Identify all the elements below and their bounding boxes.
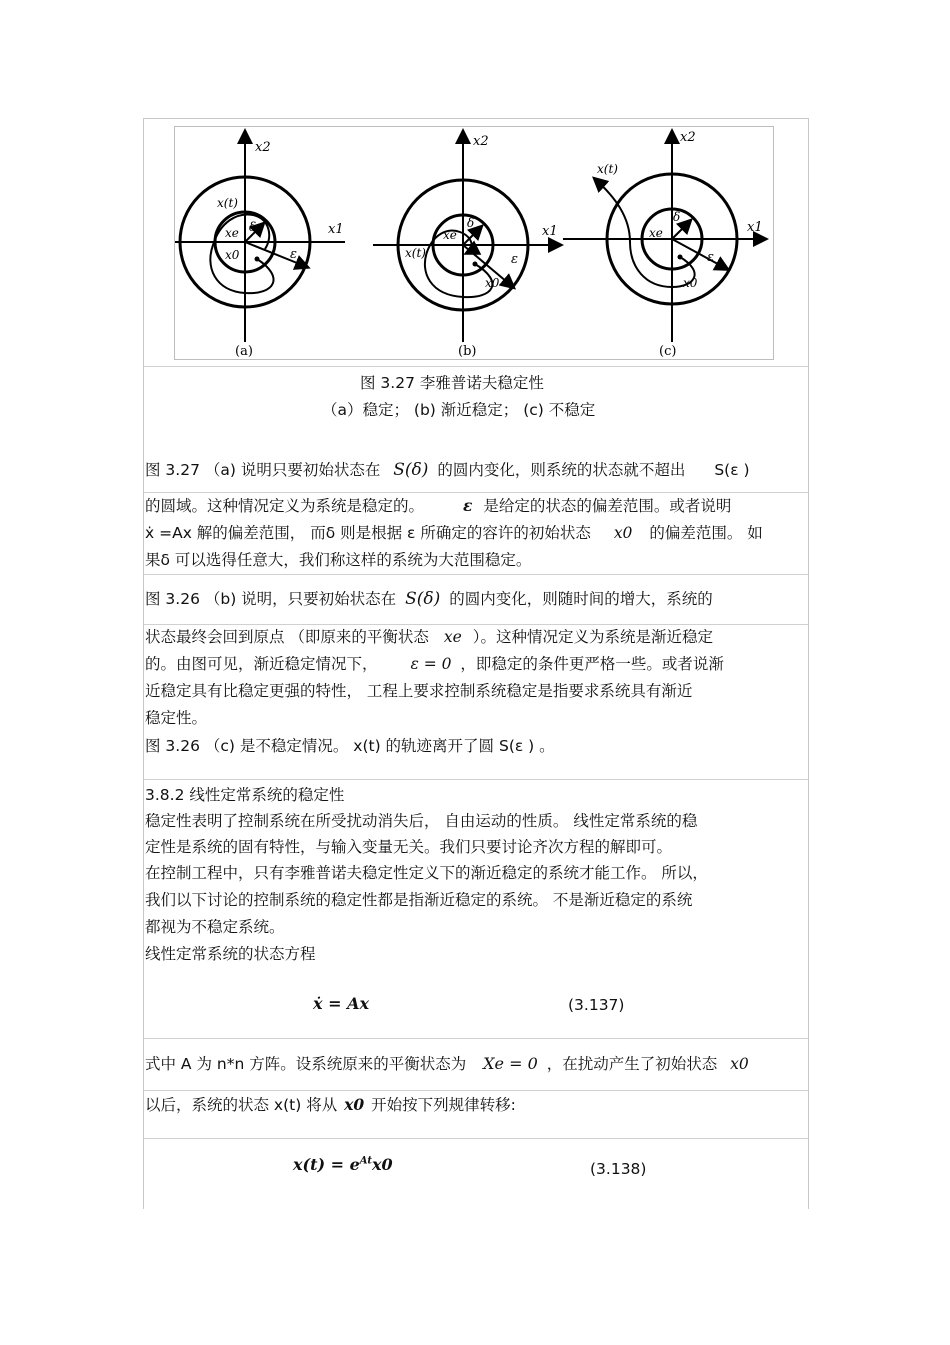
label-x0-b: x0 <box>485 276 500 290</box>
section-line2: 定性是系统的固有特性，与输入变量无关。我们只要讨论齐次方程的解即可。 <box>145 838 673 856</box>
row-divider <box>143 492 808 493</box>
x0-dot-b <box>473 262 478 267</box>
text: ẋ =Ax 解的偏差范围， 而δ 则是根据 ε 所确定的容许的初始状态 <box>145 524 591 542</box>
text: ，即稳定的条件更严格一些。或者说渐 <box>460 655 724 673</box>
label-xt-c: x(t) <box>597 162 618 176</box>
label-xt-b: x(t) <box>405 246 426 260</box>
label-eps-c: ε <box>707 250 714 265</box>
eq-left: x(t) = e <box>293 1155 360 1174</box>
para2-line5: 稳定性。 <box>145 709 208 727</box>
row-divider <box>143 624 808 625</box>
para2-line1 <box>145 589 713 609</box>
symbol-x0: x0 <box>730 1055 749 1073</box>
symbol-s-delta: S(δ) <box>393 460 429 480</box>
label-x1-c: x1 <box>747 220 763 235</box>
panel-label-b: (b) <box>458 344 477 359</box>
label-delta-a: δ <box>249 220 257 234</box>
text: 以后，系统的状态 x(t) 将从 <box>145 1096 338 1114</box>
symbol-s-delta: S(δ) <box>405 589 441 609</box>
label-x1-b: x1 <box>542 224 558 239</box>
text: 状态最终会回到原点 （即原来的平衡状态 <box>145 628 429 646</box>
panel-a <box>175 132 345 359</box>
symbol-eps: ε <box>462 496 473 515</box>
para3-line1 <box>145 1054 749 1074</box>
panel-b <box>373 132 560 359</box>
label-eps-b: ε <box>511 252 518 267</box>
section-line1: 稳定性表明了控制系统在所受扰动消失后， 自由运动的性质。 线性定常系统的稳 <box>145 812 698 830</box>
figure-caption-title: 图 3.27 李雅普诺夫稳定性 <box>360 374 544 392</box>
symbol-eps-zero: ε = 0 <box>410 655 452 673</box>
section-line3: 在控制工程中，只有李雅普诺夫稳定性定义下的渐近稳定的系统才能工作。 所以， <box>145 864 708 882</box>
text: 的圆域。这种情况定义为系统是稳定的。 <box>145 497 425 515</box>
para3-line2 <box>145 1095 516 1115</box>
trajectory-c <box>595 179 695 287</box>
figure-svg <box>175 127 773 359</box>
para2-line6: 图 3.26 （c) 是不稳定情况。 x(t) 的轨迹离开了圆 S(ε ) 。 <box>145 737 555 755</box>
para2-line3 <box>145 654 724 674</box>
figure-caption-sub: （a）稳定； (b) 渐近稳定； (c) 不稳定 <box>322 401 596 419</box>
text: 的圆内变化，则系统的状态就不超出 <box>437 461 686 479</box>
symbol-x0: x0 <box>613 524 633 542</box>
eq-right: x0 <box>372 1155 393 1174</box>
para2-line4: 近稳定具有比稳定更强的特性， 工程上要求控制系统稳定是指要求系统具有渐近 <box>145 682 693 700</box>
lyapunov-figure <box>174 126 774 360</box>
para2-line2 <box>145 627 713 647</box>
equation-number-3-137: (3.137) <box>568 996 625 1014</box>
row-divider <box>143 574 808 575</box>
row-divider <box>143 1090 808 1091</box>
label-x2-a: x2 <box>255 140 271 155</box>
label-xe-b: xe <box>443 228 457 242</box>
para1-line4: 果δ 可以选得任意大，我们称这样的系统为大范围稳定。 <box>145 551 532 569</box>
equation-number-3-138: (3.138) <box>590 1160 647 1178</box>
symbol-s-eps: S(ε ) <box>714 461 750 479</box>
panel-c <box>563 130 765 359</box>
label-x0-c: x0 <box>683 276 698 290</box>
x0-dot-a <box>255 257 260 262</box>
eq-sup: At <box>359 1155 372 1167</box>
text: 是给定的状态的偏差范围。或者说明 <box>483 497 732 515</box>
equation-3-137: ẋ = Ax <box>313 994 370 1013</box>
text: 的圆内变化，则随时间的增大，系统的 <box>449 590 713 608</box>
label-delta-c: δ <box>673 210 681 224</box>
text: 图 3.27 （a) 说明只要初始状态在 <box>145 461 381 479</box>
eps-arrow-c <box>672 239 727 269</box>
label-x1-a: x1 <box>328 222 344 237</box>
text: ）。这种情况定义为系统是渐近稳定 <box>472 628 713 646</box>
panel-label-c: (c) <box>659 344 677 359</box>
symbol-xe-zero: Xe = 0 <box>483 1054 538 1073</box>
text: 图 3.26 （b) 说明，只要初始状态在 <box>145 590 397 608</box>
symbol-xe: xe <box>443 628 462 646</box>
text: 式中 A 为 n*n 方阵。设系统原来的平衡状态为 <box>145 1055 467 1073</box>
symbol-x0: x0 <box>344 1095 365 1114</box>
text: ，在扰动产生了初始状态 <box>546 1055 718 1073</box>
row-divider <box>143 366 808 367</box>
label-x0-a: x0 <box>225 248 240 262</box>
label-delta-b: δ <box>467 216 475 230</box>
para1-line3 <box>145 523 763 543</box>
label-eps-a: ε <box>290 247 297 262</box>
section-line6: 线性定常系统的状态方程 <box>145 945 316 963</box>
label-xe-a: xe <box>225 226 239 240</box>
section-line4: 我们以下讨论的控制系统的稳定性都是指渐近稳定的系统。 不是渐近稳定的系统 <box>145 891 693 909</box>
para1-line1 <box>145 460 750 480</box>
section-heading: 3.8.2 线性定常系统的稳定性 <box>145 786 345 804</box>
text: 开始按下列规律转移: <box>371 1096 516 1114</box>
equation-3-138 <box>293 1155 393 1174</box>
label-x2-c: x2 <box>680 130 696 145</box>
section-line5: 都视为不稳定系统。 <box>145 918 285 936</box>
panel-label-a: (a) <box>235 344 253 359</box>
label-xt-a: x(t) <box>217 196 238 210</box>
text: 的。由图可见，渐近稳定情况下， <box>145 655 378 673</box>
label-x2-b: x2 <box>473 134 489 149</box>
row-divider <box>143 1138 808 1139</box>
trajectory-b <box>425 231 492 298</box>
text: 的偏差范围。 如 <box>649 524 763 542</box>
label-xe-c: xe <box>649 226 663 240</box>
para1-line2 <box>145 496 731 516</box>
row-divider <box>143 1038 808 1039</box>
row-divider <box>143 779 808 780</box>
x0-dot-c <box>678 255 683 260</box>
